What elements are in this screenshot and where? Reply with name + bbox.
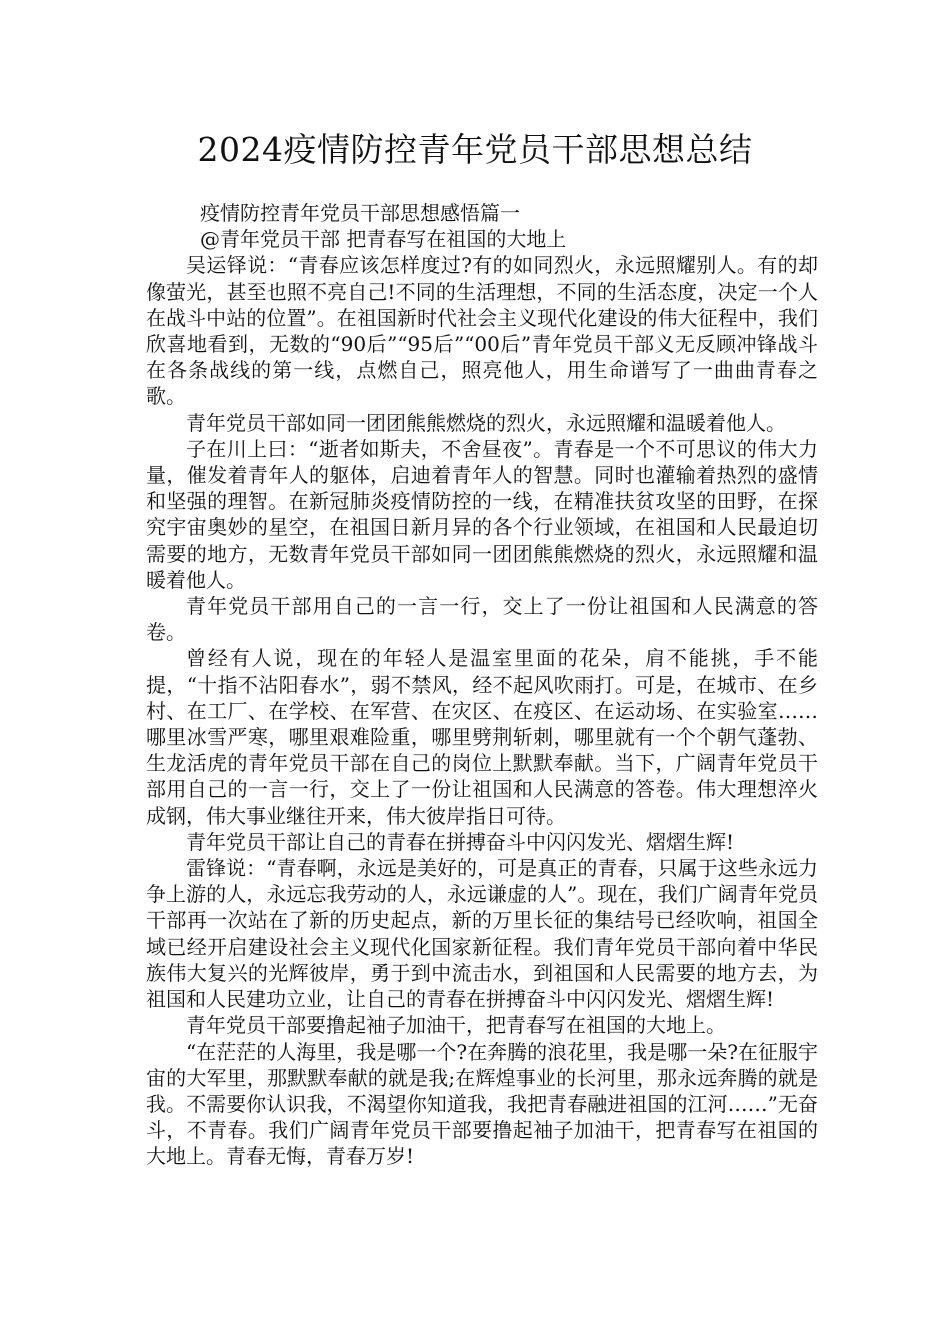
paragraph-9: “在茫茫的人海里，我是哪一个?在奔腾的浪花里，我是哪一朵?在征服宇宙的大军里，那默默奉献的就是我;在辉煌事业的长河里，那永远奔腾的就是我。不需要你认识我，不渴望你知道我，我把青春融进祖国的江河……”无奋斗，不青春。我们广阔青年党员干部要撸起袖子加油干，把青春写在祖国的大地上。青春无悔，青春万岁! (146, 1039, 818, 1169)
paragraph-1: 吴运铎说：“青春应该怎样度过?有的如同烈火，永远照耀别人。有的却像萤光，甚至也照不亮自己!不同的生活理想，不同的生活态度，决定一个人在战斗中站的位置”。在祖国新时代社会主义现代化建设的伟大征程中，我们欣喜地看到，无数的“90后”“95后”“00后”青年党员干部义无反顾冲锋战斗在各条战线的第一线，点燃自己，照亮他人，用生命谱写了一曲曲青春之歌。 (146, 253, 818, 409)
document-title: 2024疫情防控青年党员干部思想总结 (197, 130, 753, 169)
paragraph-5: 曾经有人说，现在的年轻人是温室里面的花朵，肩不能挑，手不能提，“十指不沾阳春水”，弱不禁风，经不起风吹雨打。可是，在城市、在乡村、在工厂、在学校、在军营、在灾区、在疫区、在运动场、在实验室……哪里冰雪严寒，哪里艰难险重，哪里劈荆斩刺，哪里就有一个个朝气蓬勃、生龙活虎的青年党员干部在自己的岗位上默默奉献。当下，广阔青年党员干部用自己的一言一行，交上了一份让祖国和人民满意的答卷。伟大理想淬火成钢，伟大事业继往开来，伟大彼岸指日可待。 (146, 646, 818, 828)
paragraph-2: 青年党员干部如同一团团熊熊燃烧的烈火，永远照耀和温暖着他人。 (186, 410, 786, 435)
paragraph-8: 青年党员干部要撸起袖子加油干，把青春写在祖国的大地上。 (186, 1013, 726, 1038)
paragraph-7: 雷锋说：“青春啊，永远是美好的，可是真正的青春，只属于这些永远力争上游的人，永远忘我劳动的人，永远谦虚的人”。现在，我们广阔青年党员干部再一次站在了新的历史起点，新的万里长征的集结号已经吹响，祖国全域已经开启建设社会主义现代化国家新征程。我们青年党员干部向着中华民族伟大复兴的光辉彼岸，勇于到中流击水，到祖国和人民需要的地方去，为祖国和人民建功立业，让自己的青春在拼搏奋斗中闪闪发光、熠熠生辉! (146, 856, 818, 1012)
paragraph-6: 青年党员干部让自己的青春在拼搏奋斗中闪闪发光、熠熠生辉! (186, 829, 735, 854)
document-body (146, 200, 818, 1170)
section-subheading: @青年党员干部 把青春写在祖国的大地上 (200, 227, 567, 252)
paragraph-4: 青年党员干部用自己的一言一行，交上了一份让祖国和人民满意的答卷。 (146, 594, 818, 645)
section-subtitle: 疫情防控青年党员干部思想感悟篇一 (200, 201, 520, 225)
paragraph-3: 子在川上曰：“逝者如斯夫，不舍昼夜”。青春是一个不可思议的伟大力量，催发着青年人的躯体，启迪着青年人的智慧。同时也灌输着热烈的盛情和坚强的理智。在新冠肺炎疫情防控的一线，在精准扶贫攻坚的田野，在探究宇宙奥妙的星空，在祖国日新月异的各个行业领域，在祖国和人民最迫切需要的地方，无数青年党员干部如同一团团熊熊燃烧的烈火，永远照耀和温暖着他人。 (146, 436, 818, 592)
